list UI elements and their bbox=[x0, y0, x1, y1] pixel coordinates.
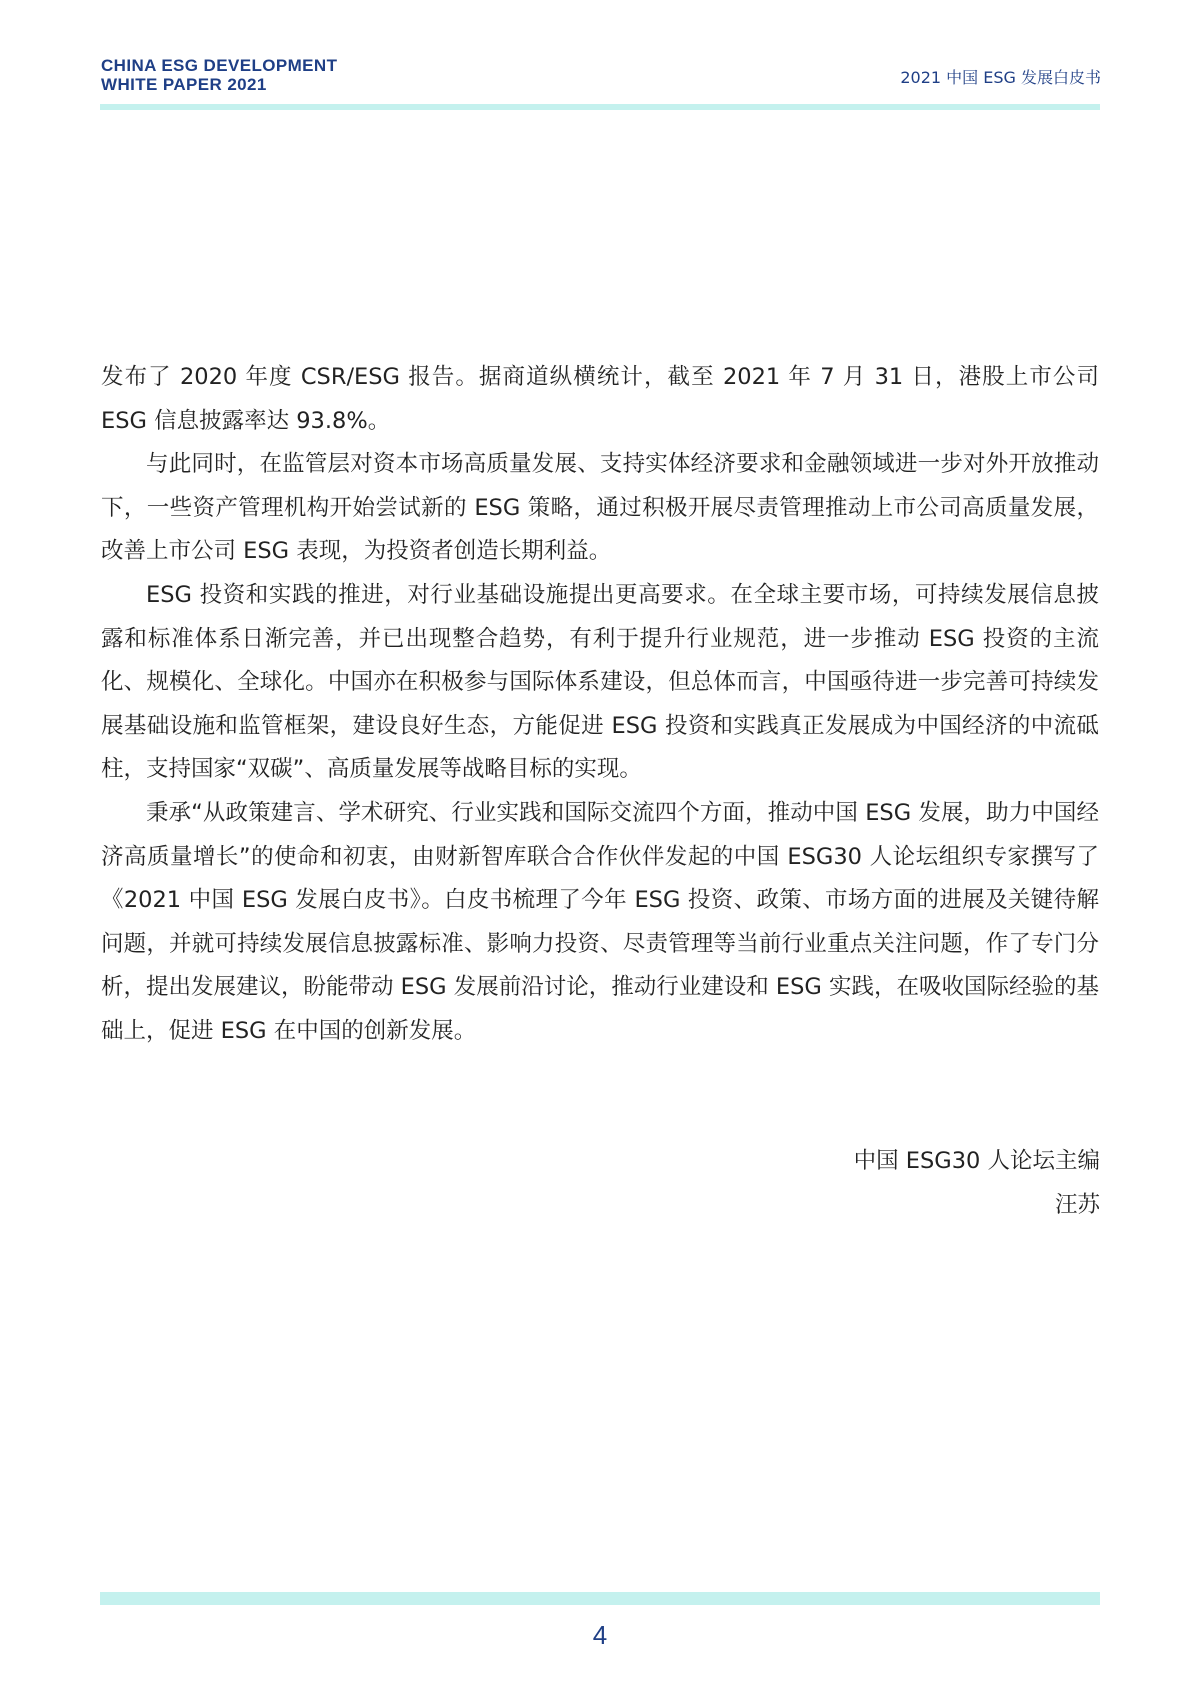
header-title-en-line2: WHITE PAPER 2021 bbox=[101, 75, 267, 94]
body-text bbox=[101, 356, 1099, 1054]
paragraph: 秉承“从政策建言、学术研究、行业实践和国际交流四个方面，推动中国 ESG 发展，助力中国经济高质量增长”的使命和初衷，由财新智库联合合作伙伴发起的中国 ESG30 人论坛组织专家撰写了《2021 中国 ESG 发展白皮书》。白皮书梳理了今年 ESG 投资、政策、市场方面的进展及关键待解问题，并就可持续发展信息披露标准、影响力投资、尽责管理等当前行业重点关注问题，作了专门分析，提出发展建议，盼能带动 ESG 发展前沿讨论，推动行业建设和 ESG 实践，在吸收国际经验的基础上，促进 ESG 在中国的创新发展。 bbox=[101, 799, 1099, 1044]
signature-org: 中国 ESG30 人论坛主编 bbox=[853, 1148, 1100, 1174]
signature-block bbox=[854, 1140, 1100, 1227]
header-divider bbox=[100, 104, 1100, 110]
paragraph: ESG 投资和实践的推进，对行业基础设施提出更高要求。在全球主要市场，可持续发展信息披露和标准体系日渐完善，并已出现整合趋势，有利于提升行业规范，进一步推动 ESG 投资的主流化、规模化、全球化。中国亦在积极参与国际体系建设，但总体而言，中国亟待进一步完善可持续发展基础设施和监管框架，建设良好生态，方能促进 ESG 投资和实践真正发展成为中国经济的中流砥柱，支持国家“双碳”、高质量发展等战略目标的实现。 bbox=[101, 581, 1099, 783]
header-title-cn: 2021 中国 ESG 发展白皮书 bbox=[900, 68, 1101, 87]
header-title-en bbox=[101, 56, 337, 94]
footer-divider bbox=[100, 1592, 1100, 1605]
page-number: 4 bbox=[592, 1620, 608, 1650]
signature-name: 汪苏 bbox=[1054, 1191, 1100, 1218]
paragraph: 与此同时，在监管层对资本市场高质量发展、支持实体经济要求和金融领域进一步对外开放推动下，一些资产管理机构开始尝试新的 ESG 策略，通过积极开展尽责管理推动上市公司高质量发展，改善上市公司 ESG 表现，为投资者创造长期利益。 bbox=[101, 451, 1099, 565]
paragraph: 发布了 2020 年度 CSR/ESG 报告。据商道纵横统计，截至 2021 年 7 月 31 日，港股上市公司 ESG 信息披露率达 93.8%。 bbox=[101, 364, 1099, 434]
header-title-en-line1: CHINA ESG DEVELOPMENT bbox=[101, 56, 338, 75]
